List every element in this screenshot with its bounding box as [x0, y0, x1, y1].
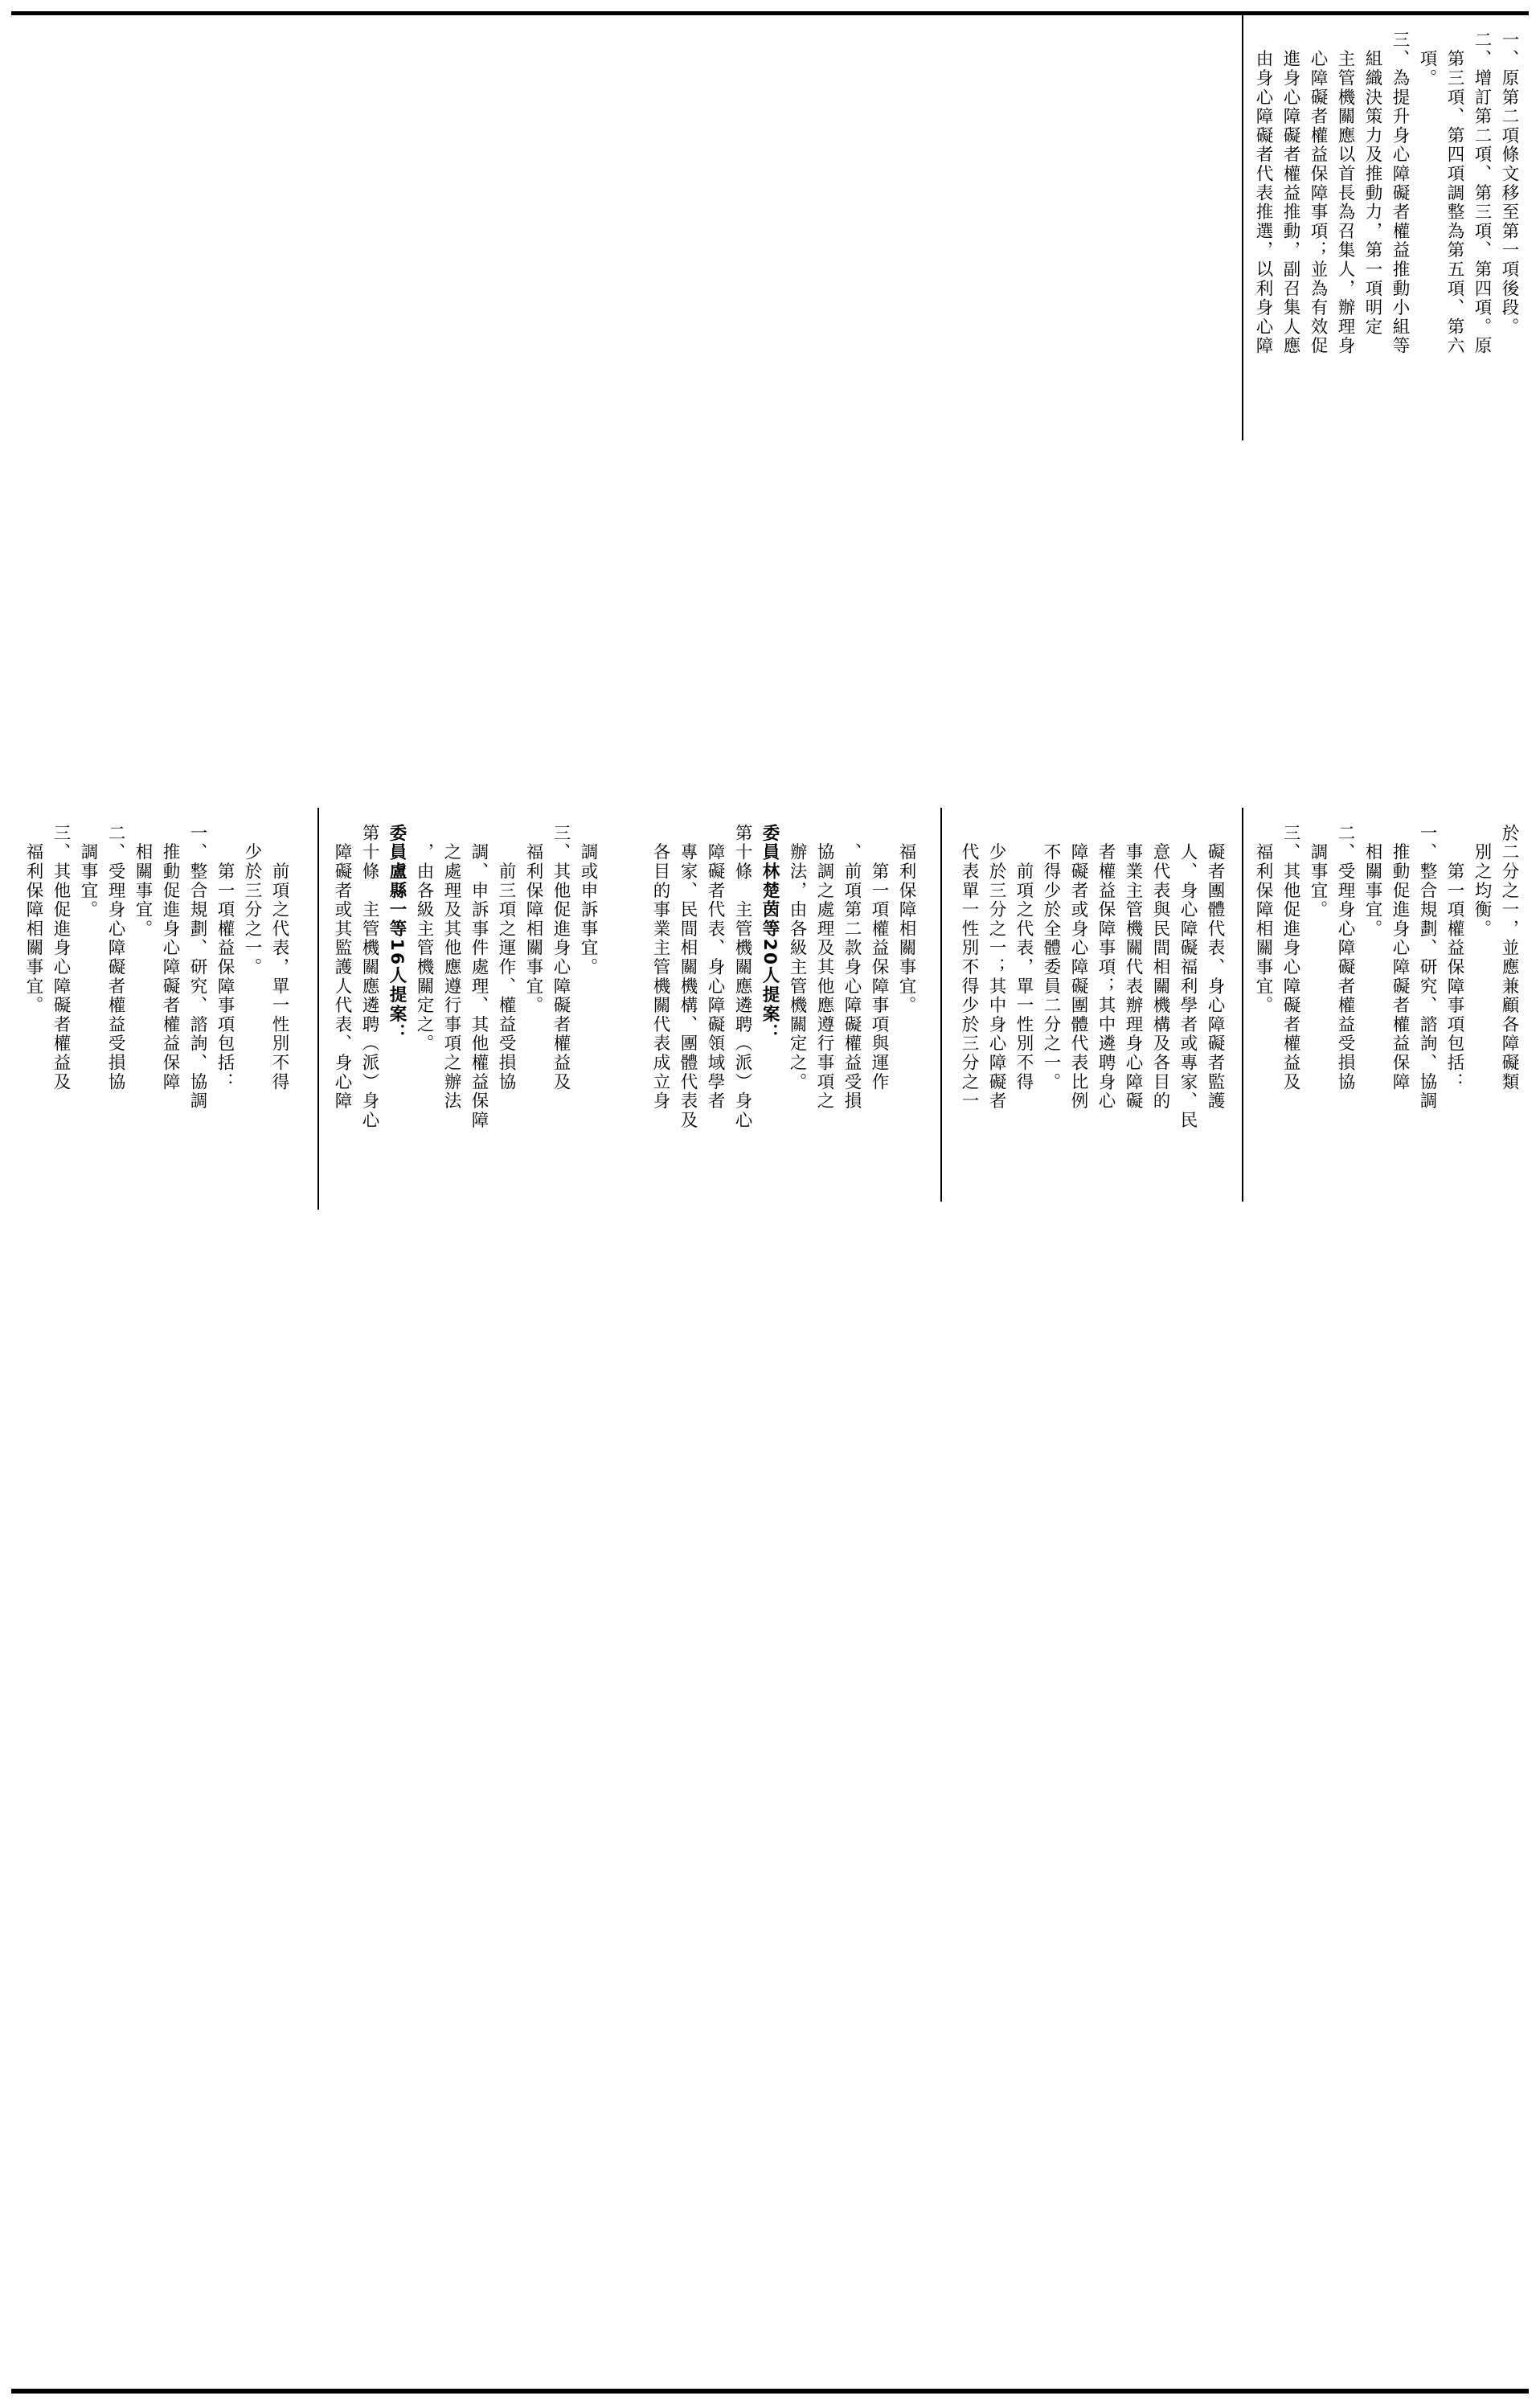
text-line: 別之均衡。: [1472, 824, 1492, 939]
proposal-heading: 委員盧縣一等16人提案：: [387, 824, 407, 1043]
text-line: 項。: [1417, 31, 1437, 88]
text-line: 二、增訂第二項、第三項、第四項。原: [1472, 31, 1492, 356]
text-line: 第十條 主管機關應遴聘（派）身心: [359, 824, 379, 1130]
text-line: 第三項、第四項調整為第五項、第六: [1444, 31, 1464, 356]
proposal-column-2: [648, 824, 919, 1194]
text-line: 各目的事業主管機關代表成立身: [650, 824, 670, 1111]
text-line: 第一項權益保障事項包括：: [215, 824, 235, 1092]
lower-separator-2: [940, 808, 942, 1202]
text-line: 者權益保障事項；其中遴聘身心: [1096, 824, 1116, 1111]
text-line: 不得少於全體委員二分之一。: [1041, 824, 1061, 1092]
text-line: 之處理及其他應遵行事項之辦法: [441, 824, 461, 1111]
text-line: 意代表與民間相關機構及各目的: [1150, 824, 1170, 1111]
proposal-column-1: [1251, 824, 1522, 1186]
proposal-column-3-continued: [21, 824, 293, 1218]
proposal-heading: 委員林楚茵等20人提案：: [760, 824, 780, 1043]
text-line: 三、其他促進身心障礙者權益及: [551, 824, 571, 1092]
text-line: 第十條 主管機關應遴聘（派）身心: [732, 824, 752, 1130]
text-line: 人、身心障礙福利學者或專家、民: [1178, 824, 1198, 1130]
text-line: 第一項權益保障事項與運作: [869, 824, 889, 1092]
text-line: 福利保障相關事宜。: [23, 824, 43, 1015]
lower-separator-1: [1242, 808, 1243, 1202]
text-line: 一、整合規劃、研究、諮詢、協調: [1417, 824, 1437, 1111]
text-line: 心障礙者權益保障事項；並為有效促: [1308, 31, 1328, 356]
text-line: ，由各級主管機關定之。: [414, 824, 434, 1054]
text-line: 代表單一性別不得少於三分之一: [959, 824, 979, 1111]
text-line: 一、整合規劃、研究、諮詢、協調: [187, 824, 207, 1111]
text-line: 三、其他促進身心障礙者權益及: [1280, 824, 1300, 1092]
text-line: 由身心障礙者代表推選，以利身心障: [1253, 31, 1273, 356]
text-line: 三、其他促進身心障礙者權益及: [51, 824, 71, 1092]
top-rule: [11, 11, 1529, 15]
text-line: 進身心障礙者權益推動，副召集人應: [1280, 31, 1300, 356]
text-line: 調事宜。: [78, 824, 98, 919]
text-line: 相關事宜。: [1362, 824, 1382, 939]
text-line: 調、申訴事件處理、其他權益保障: [469, 824, 489, 1130]
text-line: 組織決策力及推動力，第一項明定: [1362, 31, 1382, 337]
text-line: 障礙者或身心障礙團體代表比例: [1068, 824, 1088, 1111]
text-line: 障礙者或其監護人代表、身心障: [332, 824, 352, 1111]
text-line: 福利保障相關事宜。: [896, 824, 916, 1015]
text-line: 少於三分之一；其中身心障礙者: [986, 824, 1006, 1111]
lower-separator-3: [317, 808, 319, 1210]
text-line: 推動促進身心障礙者權益保障: [1390, 824, 1410, 1092]
text-line: 推動促進身心障礙者權益保障: [160, 824, 180, 1092]
text-line: 事業主管機關代表辦理身心障礙: [1123, 824, 1143, 1111]
explanation-column: [1251, 31, 1522, 416]
text-line: 二、受理身心障礙者權益受損協: [105, 824, 125, 1092]
text-line: 辦法，由各級主管機關定之。: [787, 824, 807, 1092]
text-line: 於二分之一，並應兼顧各障礙類: [1499, 824, 1519, 1092]
text-line: 專家、民間相關機構、團體代表及: [678, 824, 698, 1130]
proposal-column-3: [330, 824, 601, 1194]
text-line: 礙者團體代表、身心障礙者監護: [1205, 824, 1225, 1111]
text-line: 、前項第二款身心障礙權益受損: [842, 824, 862, 1111]
text-line: 前項之代表，單一性別不得: [269, 824, 289, 1092]
text-line: 第一項權益保障事項包括：: [1444, 824, 1464, 1092]
text-line: 前三項之運作、權益受損協: [496, 824, 516, 1092]
text-line: 協調之處理及其他應遵行事項之: [814, 824, 834, 1111]
text-line: 二、受理身心障礙者權益受損協: [1335, 824, 1355, 1092]
upper-left-border: [1242, 14, 1243, 440]
text-line: 調事宜。: [1308, 824, 1328, 919]
text-line: 三、為提升身心障礙者權益推動小組等: [1390, 31, 1410, 356]
text-line: 障礙者代表、身心障礙領域學者: [705, 824, 725, 1111]
text-line: 少於三分之一。: [242, 824, 262, 977]
text-line: 調或申訴事宜。: [578, 824, 598, 977]
text-line: 相關事宜。: [133, 824, 153, 939]
text-line: 前項之代表，單一性別不得: [1014, 824, 1034, 1092]
bottom-rule: [11, 2389, 1529, 2394]
text-line: 主管機關應以首長為召集人，辦理身: [1335, 31, 1355, 356]
text-line: 一、原第二項條文移至第一項後段。: [1499, 31, 1519, 337]
proposal-column-1-continued: [956, 824, 1228, 1206]
text-line: 福利保障相關事宜。: [523, 824, 543, 1015]
text-line: 福利保障相關事宜。: [1253, 824, 1273, 1015]
